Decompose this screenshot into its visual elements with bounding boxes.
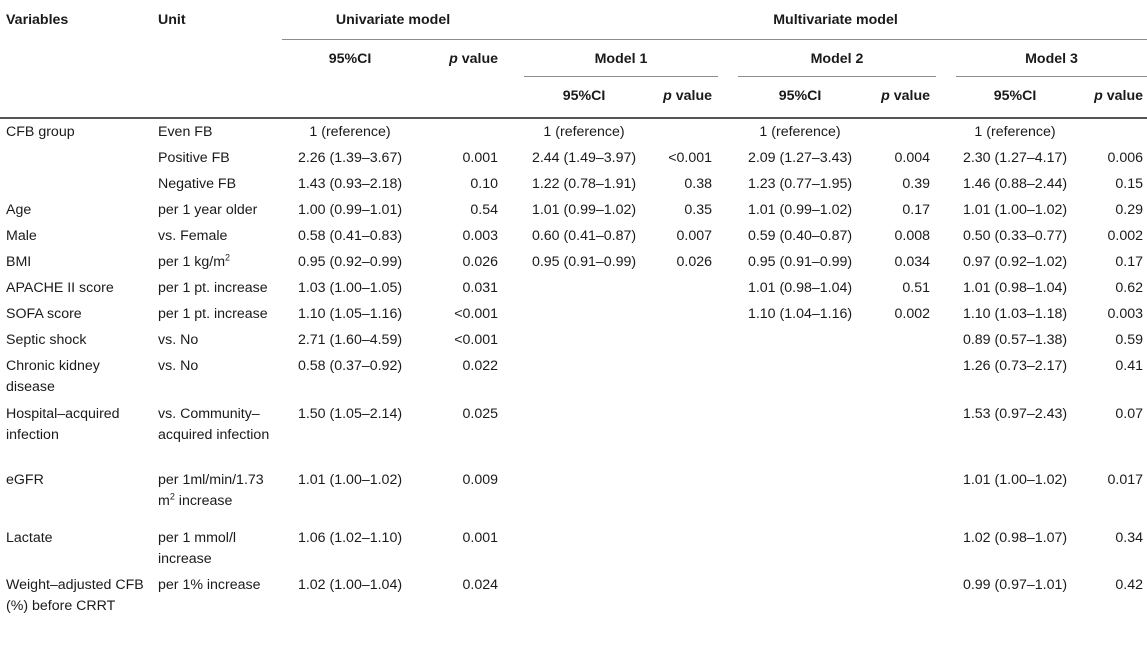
row-unit: Even FB: [158, 124, 213, 140]
model2-ci: 1.01 (0.98–1.04): [747, 280, 853, 296]
row-unit: per 1% increase: [158, 577, 261, 593]
table-row: [0, 275, 1147, 301]
univariate-ci: 1.43 (0.93–2.18): [297, 176, 403, 192]
model1-p: [644, 301, 718, 327]
model2-p: 0.002: [894, 306, 931, 322]
model2-ci: [718, 401, 862, 467]
univariate-p: 0.10: [470, 176, 499, 192]
model1-p: 0.007: [676, 228, 713, 244]
row-unit: per 1 pt. increase: [158, 280, 268, 296]
table-row: [0, 223, 1147, 249]
model2-ci: [718, 467, 862, 525]
univariate-p: 0.026: [462, 254, 499, 270]
row-unit: Negative FB: [158, 176, 237, 192]
model2-p: [862, 401, 936, 467]
model2-p: 0.008: [894, 228, 931, 244]
univariate-p: 0.003: [462, 228, 499, 244]
univariate-ci: 0.58 (0.41–0.83): [297, 228, 403, 244]
model2-ci: [718, 327, 862, 353]
model2-p: [862, 572, 936, 622]
model3-p: 0.006: [1107, 150, 1144, 166]
row-variable: Septic shock: [6, 332, 87, 348]
model3-p: 0.17: [1115, 254, 1144, 270]
univariate-p: 0.024: [462, 577, 499, 593]
model3-ci: 0.89 (0.57–1.38): [962, 332, 1068, 348]
row-unit: per 1 pt. increase: [158, 306, 268, 322]
header-univariate-p: p value: [449, 50, 499, 67]
model1-ci: [504, 327, 644, 353]
row-unit: per 1 $kg/m^2$: [158, 252, 231, 270]
model3-ci: 2.30 (1.27–4.17): [962, 150, 1068, 166]
model1-ci: 2.44 (1.49–3.97): [531, 150, 637, 166]
model1-p: 0.38: [684, 176, 713, 192]
model1-ci: 0.95 (0.91–0.99): [531, 254, 637, 270]
row-unit: vs. Female: [158, 228, 228, 244]
model3-p: [1074, 118, 1147, 145]
model2-p: 0.004: [894, 150, 931, 166]
univariate-p: 0.025: [462, 406, 499, 422]
model1-p: [644, 572, 718, 622]
model1-ci: [504, 467, 644, 525]
row-variable: [0, 145, 152, 171]
model3-ci: 1.01 (1.00–1.02): [962, 202, 1068, 218]
model1-ci: [504, 353, 644, 401]
model1-p: [644, 467, 718, 525]
header-univariate: Univariate model: [282, 0, 504, 39]
model3-ci: 0.97 (0.92–1.02): [962, 254, 1068, 270]
univariate-ci: 1.03 (1.00–1.05): [297, 280, 403, 296]
header-m2-ci: 95%CI: [718, 78, 862, 118]
row-variable: [0, 171, 152, 197]
model2-ci: [718, 353, 862, 401]
univariate-p: 0.009: [462, 472, 499, 488]
univariate-p: <0.001: [454, 332, 499, 348]
model2-p: [862, 353, 936, 401]
table-row: [0, 171, 1147, 197]
row-unit: vs. No: [158, 358, 199, 374]
row-unit: per 1ml/min/1.73 $m^2$ increase: [158, 472, 264, 509]
model3-ci: 0.50 (0.33–0.77): [962, 228, 1068, 244]
model3-ci: 1.01 (0.98–1.04): [962, 280, 1068, 296]
model3-ci: 1.53 (0.97–2.43): [962, 406, 1068, 422]
row-unit: per 1 year older: [158, 202, 258, 218]
model3-p: 0.41: [1115, 358, 1144, 374]
table-row: [0, 145, 1147, 171]
row-variable: Male: [6, 228, 37, 244]
table-row: [0, 327, 1147, 353]
model1-p: 0.026: [676, 254, 713, 270]
row-variable: Lactate: [6, 530, 53, 546]
univariate-ci: 2.26 (1.39–3.67): [297, 150, 403, 166]
model2-ci: 1 (reference): [759, 124, 841, 140]
row-variable: Hospital–acquired infection: [6, 406, 120, 443]
model3-ci: 1.10 (1.03–1.18): [962, 306, 1068, 322]
model1-p: <0.001: [668, 150, 713, 166]
model3-p: 0.29: [1115, 202, 1144, 218]
header-model2: Model 2: [718, 39, 936, 78]
header-multivariate: Multivariate model: [504, 0, 1147, 39]
model1-ci: 0.60 (0.41–0.87): [531, 228, 637, 244]
model2-p: 0.39: [902, 176, 931, 192]
header-unit: Unit: [158, 12, 186, 28]
row-variable: Chronic kidney disease: [6, 358, 100, 395]
univariate-ci: 1.00 (0.99–1.01): [297, 202, 403, 218]
table-body: [0, 118, 1147, 622]
model1-p: [644, 275, 718, 301]
model1-ci: [504, 572, 644, 622]
univariate-ci: 2.71 (1.60–4.59): [297, 332, 403, 348]
model3-ci: 1 (reference): [974, 124, 1056, 140]
univariate-ci: 1 (reference): [309, 124, 391, 140]
model3-p: 0.15: [1115, 176, 1144, 192]
model3-p: 0.07: [1115, 406, 1144, 422]
row-unit: Positive FB: [158, 150, 230, 166]
model2-ci: 1.01 (0.99–1.02): [747, 202, 853, 218]
table-row: [0, 572, 1147, 622]
header-model1: Model 1: [504, 39, 718, 78]
model1-ci: [504, 301, 644, 327]
row-variable: SOFA score: [6, 306, 82, 322]
univariate-p: <0.001: [454, 306, 499, 322]
model1-p: [644, 327, 718, 353]
univariate-ci: 1.02 (1.00–1.04): [297, 577, 403, 593]
table-row: [0, 301, 1147, 327]
row-variable: Age: [6, 202, 32, 218]
univariate-p: 0.001: [462, 530, 499, 546]
row-variable: eGFR: [6, 472, 44, 488]
model1-ci: 1 (reference): [543, 124, 625, 140]
model3-ci: 1.26 (0.73–2.17): [962, 358, 1068, 374]
model2-ci: [718, 572, 862, 622]
model3-p: 0.017: [1107, 472, 1144, 488]
row-variable: APACHE II score: [6, 280, 114, 296]
univariate-p: 0.54: [470, 202, 499, 218]
model2-p: 0.034: [894, 254, 931, 270]
header-m3-ci: 95%CI: [936, 78, 1074, 118]
table-header: [0, 0, 1147, 118]
model3-p: 0.59: [1115, 332, 1144, 348]
model2-p: [862, 118, 936, 145]
model3-p: 0.002: [1107, 228, 1144, 244]
header-m1-p: p value: [644, 78, 718, 118]
header-m2-p: p value: [862, 78, 936, 118]
model3-p: 0.34: [1115, 530, 1144, 546]
model1-p: [644, 353, 718, 401]
model2-ci: [718, 525, 862, 572]
model1-p: 0.35: [684, 202, 713, 218]
table-row: [0, 197, 1147, 223]
univariate-p: [418, 118, 504, 145]
model2-ci: 1.23 (0.77–1.95): [747, 176, 853, 192]
model3-ci: 1.01 (1.00–1.02): [962, 472, 1068, 488]
row-variable: BMI: [6, 254, 32, 270]
model1-ci: [504, 275, 644, 301]
header-variables: Variables: [6, 12, 69, 28]
header-m1-ci: 95%CI: [504, 78, 644, 118]
model1-ci: [504, 525, 644, 572]
row-unit: per 1 mmol/l increase: [158, 530, 237, 567]
univariate-p: 0.031: [462, 280, 499, 296]
model3-p: 0.62: [1115, 280, 1144, 296]
model3-ci: 1.46 (0.88–2.44): [962, 176, 1068, 192]
model1-p: [644, 401, 718, 467]
header-model3: Model 3: [936, 39, 1147, 78]
model1-p: [644, 118, 718, 145]
table-row: [0, 353, 1147, 401]
model1-ci: 1.22 (0.78–1.91): [531, 176, 637, 192]
univariate-p: 0.022: [462, 358, 499, 374]
model2-p: [862, 327, 936, 353]
table-row: [0, 401, 1147, 467]
table-row: [0, 118, 1147, 145]
model2-p: 0.17: [902, 202, 931, 218]
univariate-ci: 1.10 (1.05–1.16): [297, 306, 403, 322]
table-row: [0, 525, 1147, 572]
model2-p: [862, 467, 936, 525]
model3-ci: 1.02 (0.98–1.07): [962, 530, 1068, 546]
model3-ci: 0.99 (0.97–1.01): [962, 577, 1068, 593]
row-variable: CFB group: [6, 124, 75, 140]
row-variable: Weight–adjusted CFB (%) before CRRT: [6, 577, 144, 614]
model2-ci: 1.10 (1.04–1.16): [747, 306, 853, 322]
model2-p: [862, 525, 936, 572]
univariate-ci: 1.06 (1.02–1.10): [297, 530, 403, 546]
model3-p: 0.42: [1115, 577, 1144, 593]
header-univariate-ci: 95%CI: [328, 50, 372, 67]
table-row: [0, 249, 1147, 275]
univariate-ci: 0.58 (0.37–0.92): [297, 358, 403, 374]
univariate-ci: 1.01 (1.00–1.02): [297, 472, 403, 488]
model1-ci: 1.01 (0.99–1.02): [531, 202, 637, 218]
model2-p: 0.51: [902, 280, 931, 296]
model1-p: [644, 525, 718, 572]
model2-ci: 0.59 (0.40–0.87): [747, 228, 853, 244]
model1-ci: [504, 401, 644, 467]
model3-p: 0.003: [1107, 306, 1144, 322]
header-m3-p: p value: [1074, 78, 1147, 118]
table-row: [0, 467, 1147, 525]
row-unit: vs. Community– acquired infection: [158, 406, 270, 443]
univariate-ci: 0.95 (0.92–0.99): [297, 254, 403, 270]
univariate-p: 0.001: [462, 150, 499, 166]
row-unit: vs. No: [158, 332, 199, 348]
model2-ci: 2.09 (1.27–3.43): [747, 150, 853, 166]
univariate-ci: 1.50 (1.05–2.14): [297, 406, 403, 422]
model2-ci: 0.95 (0.91–0.99): [747, 254, 853, 270]
